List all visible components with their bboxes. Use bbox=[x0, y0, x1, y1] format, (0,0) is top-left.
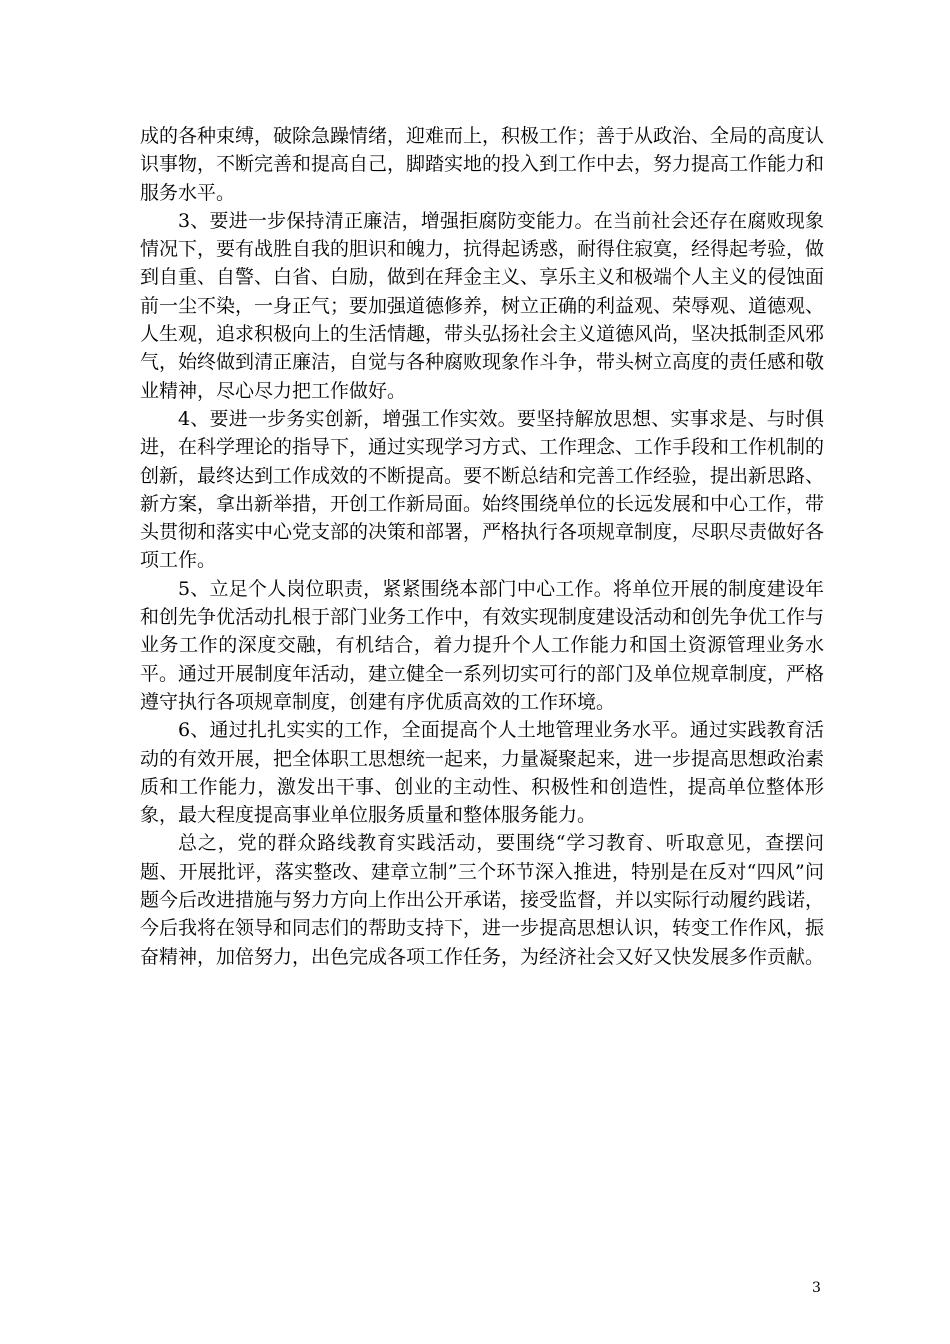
paragraph-item-6: 6、通过扎扎实实的工作，全面提高个人土地管理业务水平。通过实践教育活动的有效开展，把全体职工思想统一起来，力量凝聚起来，进一步提高思想政治素质和工作能力，激发出干事、创业的主动性、积极性和创造性，提高单位整体形象，最大程度提高事业单位服务质量和整体服务能力。 bbox=[140, 719, 825, 827]
page-number: 3 bbox=[812, 1280, 821, 1296]
paragraph-item-5: 5、立足个人岗位职责，紧紧围绕本部门中心工作。将单位开展的制度建设年和创先争优活动扎根于部门业务工作中，有效实现制度建设活动和创先争优工作与业务工作的深度交融，有机结合，着力提升个人工作能力和国土资源管理业务水平。通过开展制度年活动，建立健全一系列切实可行的部门及单位规章制度，严格遵守执行各项规章制度，创建有序优质高效的工作环境。 bbox=[140, 577, 825, 713]
paragraph-continuation: 成的各种束缚，破除急躁情绪，迎难而上，积极工作；善于从政治、全局的高度认识事物，不断完善和提高自己，脚踏实地的投入到工作中去，努力提高工作能力和服务水平。 bbox=[140, 125, 825, 204]
paragraph-conclusion: 总之，党的群众路线教育实践活动，要围绕“学习教育、听取意见，查摆问题、开展批评，落实整改、建章立制”三个环节深入推进，特别是在反对“四风”问题今后改进措施与努力方向上作出公开承诺，接受监督，并以实际行动履约践诺，今后我将在领导和同志们的帮助支持下，进一步提高思想认识，转变工作作风，振奋精神，加倍努力，出色完成各项工作任务，为经济社会又好又快发展多作贡献。 bbox=[140, 832, 825, 968]
document-body bbox=[140, 122, 824, 971]
paragraph-item-4: 4、要进一步务实创新，增强工作实效。要坚持解放思想、实事求是、与时俱进，在科学理论的指导下，通过实现学习方式、工作理念、工作手段和工作机制的创新，最终达到工作成效的不断提高。要不断总结和完善工作经验，提出新思路、新方案，拿出新举措，开创工作新局面。始终围绕单位的长远发展和中心工作，带头贯彻和落实中心党支部的决策和部署，严格执行各项规章制度，尽职尽责做好各项工作。 bbox=[140, 407, 825, 572]
paragraph-item-3: 3、要进一步保持清正廉洁，增强拒腐防变能力。在当前社会还存在腐败现象情况下，要有战胜自我的胆识和魄力，抗得起诱惑，耐得住寂寞，经得起考验，做到自重、自警、白省、白励，做到在拜金主义、享乐主义和极端个人主义的侵蚀面前一尘不染，一身正气；要加强道德修养，树立正确的利益观、荣辱观、道德观、人生观，追求积极向上的生活情趣，带头弘扬社会主义道德风尚，坚决抵制歪风邪气，始终做到清正廉洁，自觉与各种腐败现象作斗争，带头树立高度的责任感和敬业精神，尽心尽力把工作做好。 bbox=[140, 209, 825, 402]
